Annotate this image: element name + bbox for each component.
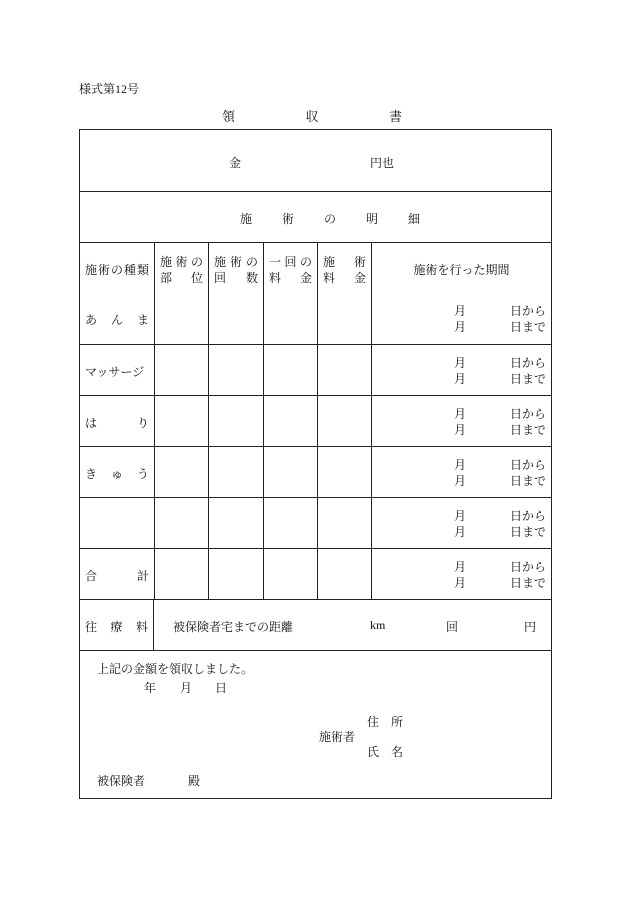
period-to-line — [454, 524, 546, 540]
header-count-char: の — [245, 255, 258, 269]
period-to-line — [454, 371, 546, 387]
period-day-from: 日から — [509, 560, 546, 574]
period-month: 月 — [454, 356, 467, 370]
treatment-type-char: マッサージ — [85, 365, 145, 379]
treatment-type-char: ゅ — [110, 467, 123, 481]
header-fee-char: 術 — [353, 255, 366, 269]
amount-unit: 円也 — [370, 156, 395, 170]
treatment-period-cell — [371, 549, 551, 599]
header-type-char: 施 — [85, 263, 98, 277]
period-to-line — [454, 319, 546, 335]
treatment-type-label — [85, 311, 149, 328]
period-from-line — [454, 355, 546, 371]
header-type-char: 類 — [136, 263, 149, 277]
practitioner-name-label: 氏 名 — [367, 745, 404, 759]
travel-label-char: 料 — [135, 620, 148, 634]
visit-count-unit: 回 — [446, 620, 459, 634]
details-heading-row — [80, 191, 551, 242]
header-part-char: 部 — [160, 271, 173, 285]
period-month: 月 — [454, 407, 467, 421]
treatment-type-label — [85, 465, 149, 482]
period-to-line — [454, 422, 546, 438]
period-day-to: 日まで — [509, 320, 546, 334]
treatment-row — [80, 293, 551, 344]
period-from-line — [454, 303, 546, 319]
distance-unit-km: km — [370, 618, 386, 632]
practitioner-label: 施術者 — [319, 730, 356, 744]
treatment-part-cell — [154, 345, 208, 395]
treatment-type-char: あ — [85, 313, 98, 327]
treatment-type-label — [85, 363, 149, 380]
header-unit-fee-line1 — [269, 254, 312, 270]
details-heading-char: の — [323, 212, 336, 226]
header-fee-char: 施 — [323, 255, 336, 269]
treatment-row — [80, 395, 551, 446]
amount-row — [80, 130, 551, 191]
period-from-line — [454, 457, 546, 473]
treatment-type-char: り — [136, 416, 149, 430]
period-month: 月 — [454, 525, 467, 539]
date-year: 年 — [144, 681, 157, 695]
header-fee-char: 金 — [353, 271, 366, 285]
treatment-fee-cell — [317, 549, 371, 599]
period-month: 月 — [454, 423, 467, 437]
period-day-from: 日から — [509, 509, 546, 523]
treatment-type-cell — [80, 345, 154, 395]
title-char: 収 — [305, 109, 319, 124]
header-period-label: 施術を行った期間 — [413, 263, 510, 277]
page-title — [222, 106, 402, 125]
header-part-char: 術 — [175, 255, 188, 269]
header-unit-fee-char: の — [299, 255, 312, 269]
period-month: 月 — [454, 304, 467, 318]
treatment-type-char: 計 — [136, 569, 149, 583]
header-count-line2 — [214, 270, 258, 286]
treatment-type-cell — [80, 447, 154, 497]
treatment-type-cell — [80, 396, 154, 446]
treatment-fee-cell — [317, 396, 371, 446]
treatment-count-cell — [208, 345, 263, 395]
header-part-char: 施 — [160, 255, 173, 269]
header-unit-fee-char: 金 — [299, 271, 312, 285]
treatment-part-cell — [154, 549, 208, 599]
travel-fee-body — [154, 600, 551, 650]
treatment-row — [80, 497, 551, 548]
details-heading-char: 細 — [407, 212, 420, 226]
header-part-line2 — [160, 270, 203, 286]
period-month: 月 — [454, 509, 467, 523]
header-fee-char: 料 — [323, 271, 336, 285]
title-char: 領 — [222, 109, 236, 124]
treatment-period-cell — [371, 498, 551, 548]
header-treatment-type — [80, 243, 154, 293]
treatment-type-char: う — [136, 467, 149, 481]
treatment-type-char: は — [85, 416, 98, 430]
period-from-line — [454, 508, 546, 524]
period-day-from: 日から — [509, 458, 546, 472]
treatment-type-label — [85, 414, 149, 431]
treatment-count-cell — [208, 396, 263, 446]
insured-honorific: 殿 — [188, 774, 201, 788]
details-heading-char: 術 — [281, 212, 294, 226]
practitioner-address-label: 住 所 — [367, 715, 404, 729]
header-unit-fee-char: 料 — [269, 271, 282, 285]
header-type-char: 種 — [123, 263, 136, 277]
travel-fee-row — [80, 599, 551, 650]
header-type-char: の — [110, 263, 123, 277]
treatment-period-cell — [371, 293, 551, 344]
header-fee-line1 — [323, 254, 366, 270]
header-count-char: 数 — [245, 271, 258, 285]
period-day-from: 日から — [509, 304, 546, 318]
header-part-line1 — [160, 254, 203, 270]
treatment-type-cell — [80, 549, 154, 599]
header-type-char: 術 — [97, 263, 110, 277]
treatment-row — [80, 446, 551, 497]
unit-fee-cell — [263, 345, 317, 395]
details-heading-char: 施 — [240, 212, 253, 226]
treatment-type-char: ま — [136, 313, 149, 327]
header-treatment-period — [371, 243, 551, 293]
treatment-part-cell — [154, 447, 208, 497]
period-from-line — [454, 559, 546, 575]
treatment-count-cell — [208, 498, 263, 548]
period-from-line — [454, 406, 546, 422]
treatment-type-char: ん — [110, 313, 123, 327]
treatment-part-cell — [154, 293, 208, 344]
travel-label-char: 療 — [110, 620, 123, 634]
travel-label-char: 往 — [85, 620, 98, 634]
header-unit-fee-line2 — [269, 270, 312, 286]
period-day-to: 日まで — [509, 525, 546, 539]
header-count-char: 施 — [214, 255, 227, 269]
header-unit-fee-char: 一 — [269, 255, 282, 269]
form-number: 様式第12号 — [79, 82, 140, 96]
distance-label: 被保険者宅までの距離 — [173, 620, 294, 634]
treatment-type-cell — [80, 293, 154, 344]
period-day-to: 日まで — [509, 423, 546, 437]
header-unit-fee — [263, 243, 317, 293]
treatment-fee-cell — [317, 447, 371, 497]
unit-fee-cell — [263, 293, 317, 344]
period-day-from: 日から — [509, 407, 546, 421]
header-treatment-fee — [317, 243, 371, 293]
date-day: 日 — [215, 681, 228, 695]
treatment-type-char: き — [85, 467, 98, 481]
period-month: 月 — [454, 458, 467, 472]
treatment-fee-cell — [317, 498, 371, 548]
treatment-fee-cell — [317, 345, 371, 395]
period-day-to: 日まで — [509, 474, 546, 488]
amount-label: 金 — [229, 156, 242, 170]
treatment-count-cell — [208, 549, 263, 599]
header-count-char: 術 — [229, 255, 242, 269]
header-count-char: 回 — [214, 271, 227, 285]
insured-person-label: 被保険者 — [97, 774, 146, 788]
period-day-to: 日まで — [509, 372, 546, 386]
period-day-from: 日から — [509, 356, 546, 370]
header-unit-fee-char: 回 — [284, 255, 297, 269]
period-to-line — [454, 473, 546, 489]
treatment-period-cell — [371, 345, 551, 395]
header-part-char: の — [190, 255, 203, 269]
header-treatment-part — [154, 243, 208, 293]
period-month: 月 — [454, 474, 467, 488]
period-month: 月 — [454, 576, 467, 590]
period-month: 月 — [454, 560, 467, 574]
travel-fee-label — [80, 600, 154, 650]
treatment-period-cell — [371, 396, 551, 446]
treatment-count-cell — [208, 293, 263, 344]
travel-fee-unit-yen: 円 — [524, 620, 537, 634]
header-treatment-count — [208, 243, 263, 293]
receipt-table — [79, 129, 552, 799]
treatment-period-cell — [371, 447, 551, 497]
period-to-line — [454, 575, 546, 591]
header-part-char: 位 — [190, 271, 203, 285]
unit-fee-cell — [263, 396, 317, 446]
unit-fee-cell — [263, 498, 317, 548]
details-heading — [240, 210, 420, 227]
treatment-part-cell — [154, 498, 208, 548]
period-month: 月 — [454, 320, 467, 334]
treatment-count-cell — [208, 447, 263, 497]
treatment-row — [80, 548, 551, 599]
period-month: 月 — [454, 372, 467, 386]
acknowledgement-block — [80, 650, 551, 798]
period-day-to: 日まで — [509, 576, 546, 590]
title-char: 書 — [388, 109, 402, 124]
treatment-part-cell — [154, 396, 208, 446]
date-month: 月 — [180, 681, 193, 695]
treatment-row — [80, 344, 551, 395]
unit-fee-cell — [263, 549, 317, 599]
treatment-type-label — [85, 567, 149, 584]
treatment-fee-cell — [317, 293, 371, 344]
column-header-row — [80, 242, 551, 293]
receipt-statement: 上記の金額を領収しました。 — [97, 662, 254, 676]
unit-fee-cell — [263, 447, 317, 497]
header-fee-line2 — [323, 270, 366, 286]
treatment-type-cell — [80, 498, 154, 548]
details-heading-char: 明 — [365, 212, 378, 226]
treatment-type-char: 合 — [85, 569, 98, 583]
header-count-line1 — [214, 254, 258, 270]
